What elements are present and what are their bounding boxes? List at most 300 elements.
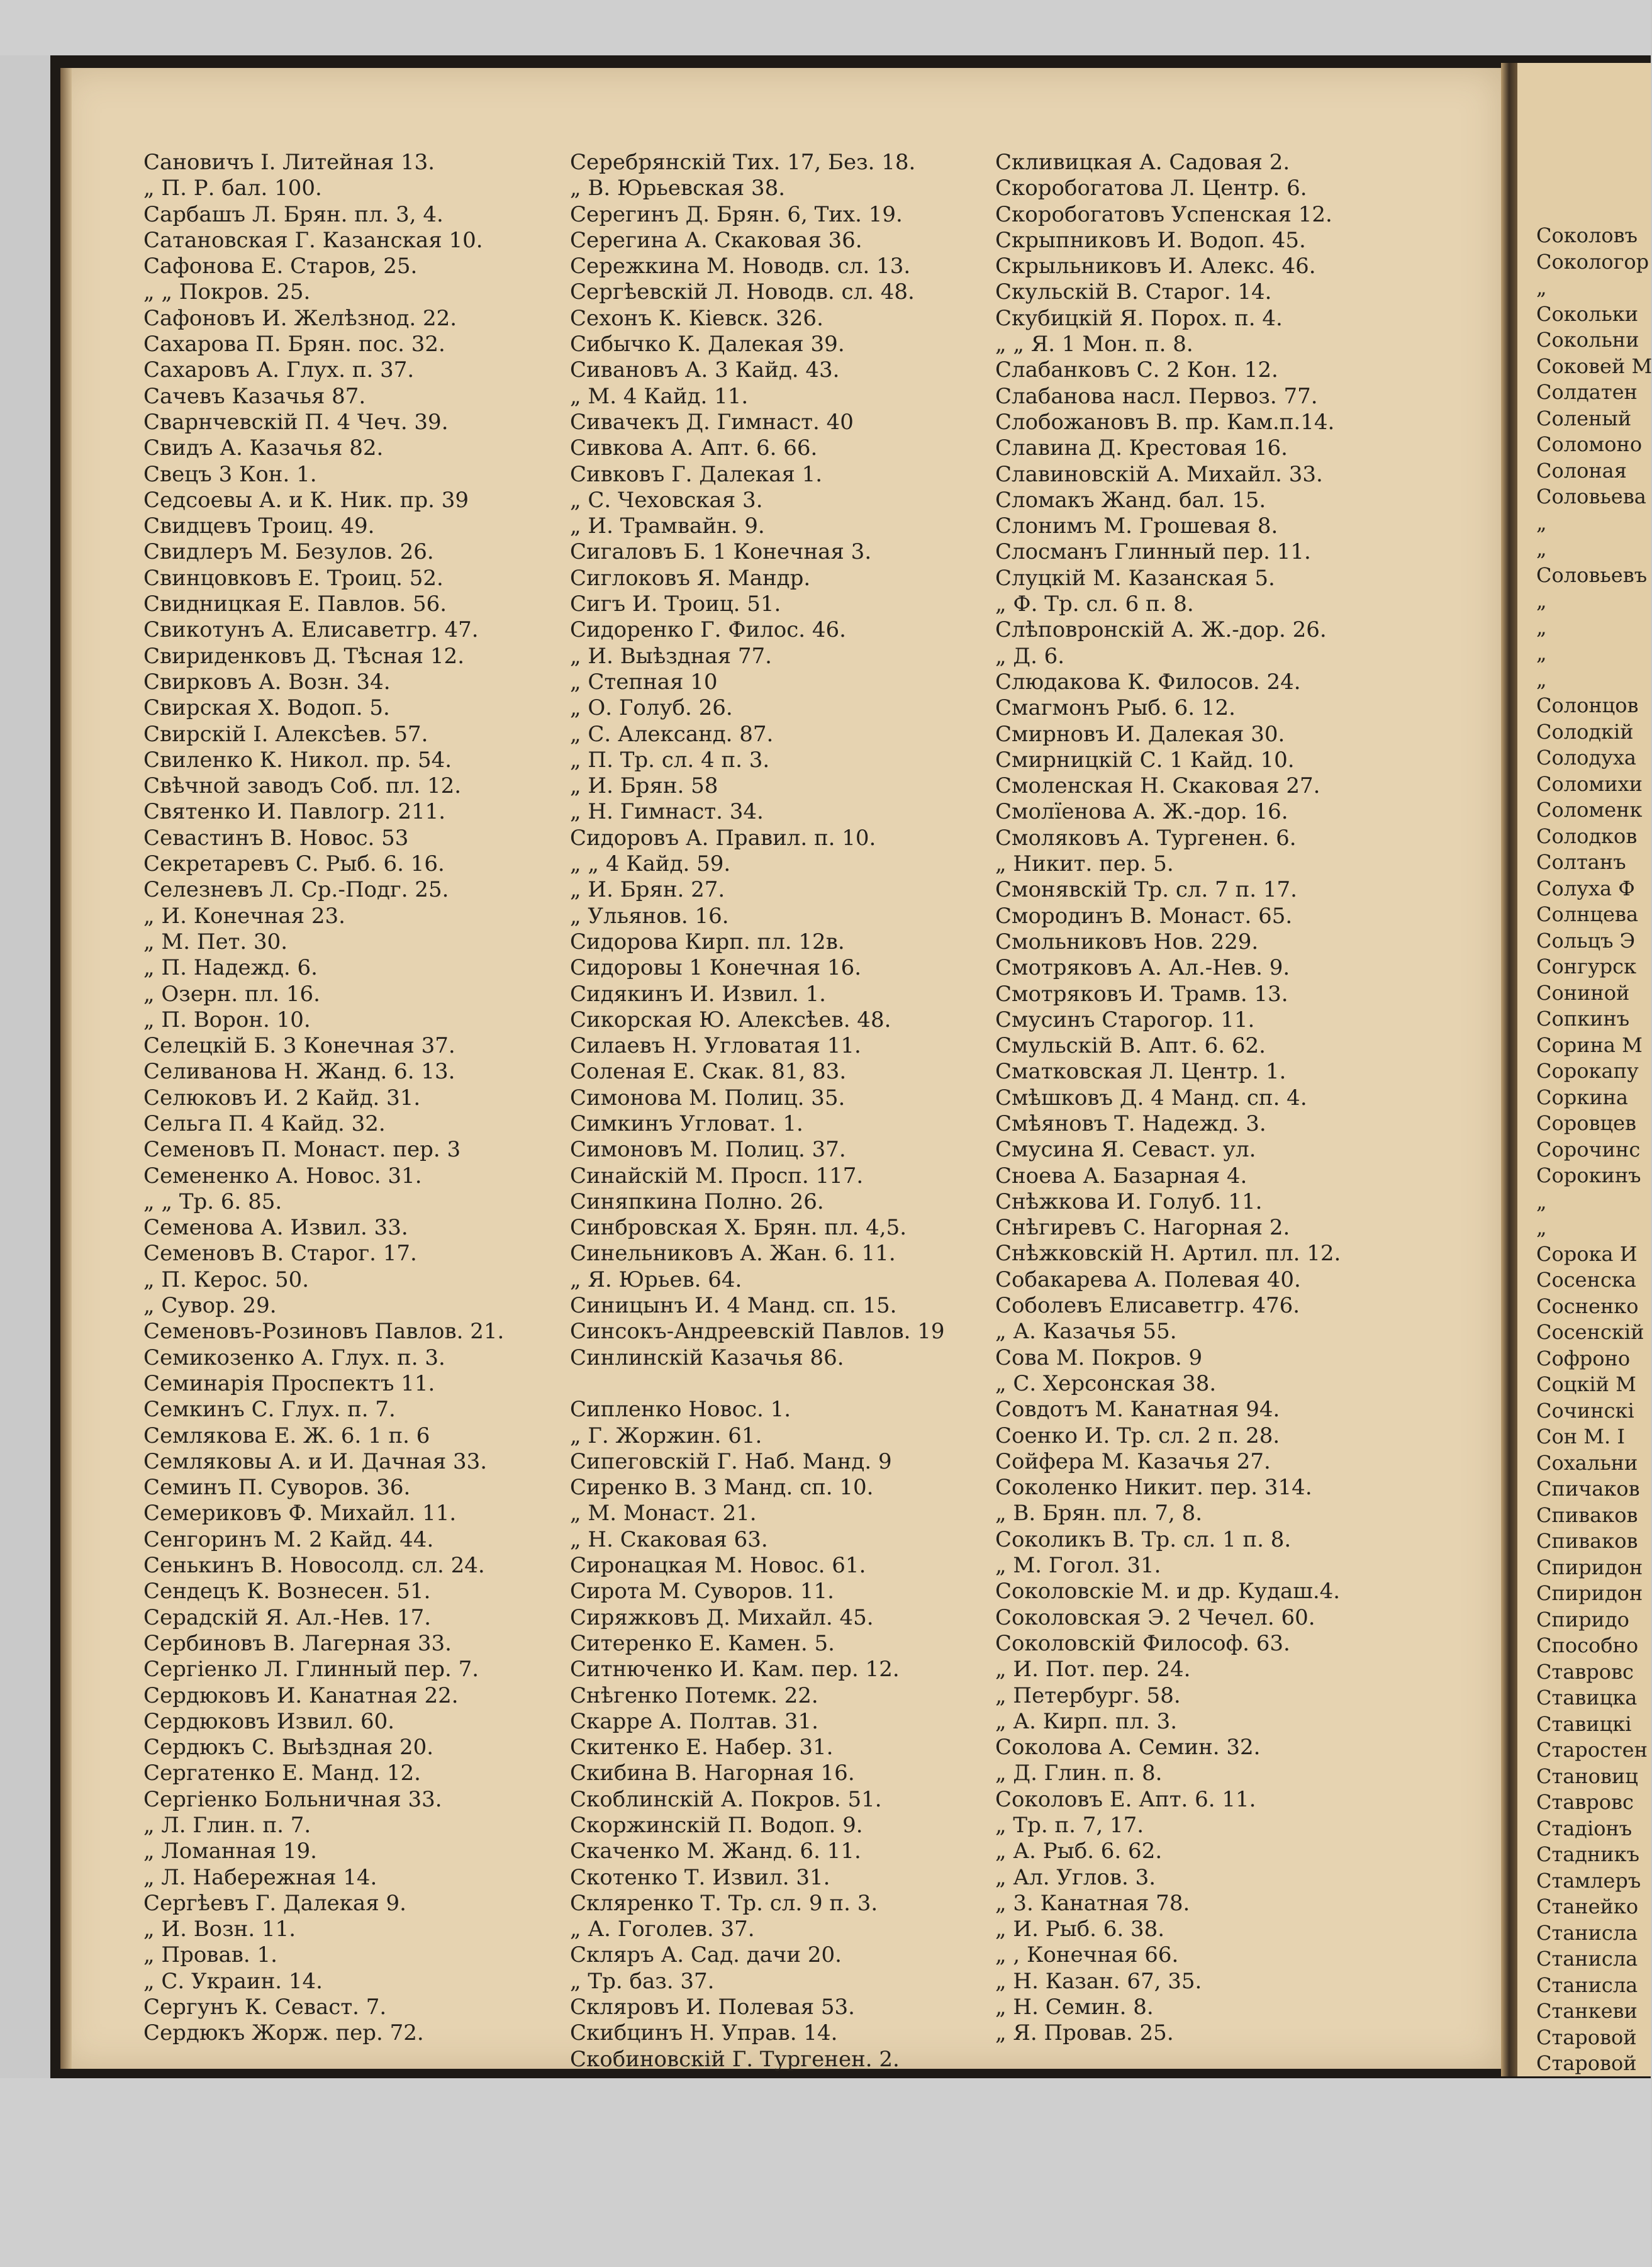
directory-entry: Станкеви <box>1536 1999 1638 2023</box>
directory-entry: Старостен <box>1536 1738 1648 1762</box>
directory-entry: Свецъ 3 Кон. 1. <box>143 461 317 487</box>
directory-entry: Синицынъ И. 4 Манд. сп. 15. <box>570 1293 897 1319</box>
directory-entry: Старовой <box>1536 2051 1637 2075</box>
directory-entry: Семеновъ-Розиновъ Павлов. 21. <box>143 1319 505 1345</box>
directory-entry: Сосенска <box>1536 1268 1636 1292</box>
directory-entry: „ М. 4 Кайд. 11. <box>570 383 749 409</box>
directory-entry: Слюдакова К. Филосов. 24. <box>995 669 1301 695</box>
directory-entry: „ И. Выѣздная 77. <box>570 643 772 669</box>
directory-entry: Сорина М <box>1536 1033 1643 1057</box>
directory-entry: „ <box>1536 276 1547 299</box>
directory-entry: Семенова А. Извил. 33. <box>143 1215 408 1241</box>
directory-entry: Скляровъ И. Полевая 53. <box>570 1995 855 2020</box>
directory-entry <box>570 1371 945 1397</box>
directory-entry: Снѣжковскій Н. Артил. пл. 12. <box>995 1241 1341 1267</box>
directory-entry: Спиваков <box>1536 1529 1638 1553</box>
directory-entry: Сикорская Ю. Алексѣев. 48. <box>570 1007 891 1033</box>
directory-entry: Стамлеръ <box>1536 1868 1641 1893</box>
directory-entry: „ М. Пет. 30. <box>143 929 288 954</box>
directory-entry: Сивковъ Г. Далекая 1. <box>570 461 823 487</box>
directory-entry: Сахаровъ А. Глух. п. 37. <box>143 357 415 383</box>
directory-entry: Сарбашъ Л. Брян. пл. 3, 4. <box>143 201 444 227</box>
directory-entry: Сидоровы 1 Конечная 16. <box>570 955 862 981</box>
directory-entry: Слобожановъ В. пр. Кам.п.14. <box>995 409 1335 435</box>
directory-entry: Сорокапу <box>1536 1059 1639 1083</box>
directory-entry: Синяпкина Полно. 26. <box>570 1189 824 1214</box>
directory-entry: „ П. Ворон. 10. <box>143 1007 311 1033</box>
directory-entry: Славина Д. Крестовая 16. <box>995 435 1288 461</box>
directory-entry: Семененко А. Новос. 31. <box>143 1163 422 1189</box>
directory-entry: Сонгурск <box>1536 954 1637 978</box>
directory-entry: „ С. Украин. 14. <box>143 1968 323 1994</box>
directory-entry: Свирковъ А. Возн. 34. <box>143 669 391 695</box>
directory-entry: „ 3. Канатная 78. <box>995 1890 1190 1916</box>
directory-entry: „ Д. Глин. п. 8. <box>995 1760 1163 1786</box>
directory-entry: Скобиновскій Г. Тургенен. 2. <box>570 2046 900 2072</box>
directory-entry: Ставровс <box>1536 1659 1634 1684</box>
directory-entry: Солтанъ <box>1536 850 1626 874</box>
directory-entry: Солодуха <box>1536 746 1636 770</box>
directory-entry: Станисла <box>1536 1947 1638 1971</box>
directory-entry: Сорочинс <box>1536 1137 1641 1161</box>
directory-entry: „ „ 4 Кайд. 59. <box>570 851 731 877</box>
directory-entry: „ В. Брян. пл. 7, 8. <box>995 1501 1203 1526</box>
directory-entry: Серегинъ Д. Брян. 6, Тих. 19. <box>570 201 903 227</box>
directory-entry: „ И. Трамвайн. 9. <box>570 513 765 539</box>
directory-entry: Сосенскій <box>1536 1320 1644 1344</box>
directory-entry: Соколовскій Философ. 63. <box>995 1630 1290 1656</box>
directory-entry: Стадіонъ <box>1536 1816 1632 1840</box>
directory-entry: Ставицка <box>1536 1686 1638 1710</box>
directory-entry: Скоробогатовъ Успенская 12. <box>995 201 1332 227</box>
directory-entry: Синсокъ-Андреевскій Павлов. 19 <box>570 1319 945 1345</box>
directory-entry: „ И. Брян. 27. <box>570 877 725 903</box>
directory-entry: Сольцъ Э <box>1536 928 1636 953</box>
directory-entry: Симонова М. Полиц. 35. <box>570 1085 846 1111</box>
directory-entry: Сорокинъ <box>1536 1163 1641 1187</box>
directory-entry: Сехонъ К. Кіевск. 326. <box>570 305 823 331</box>
directory-entry: „ <box>1536 667 1547 691</box>
directory-column-2 <box>570 150 945 2073</box>
directory-entry: Серадскій Я. Ал.-Нев. 17. <box>143 1604 432 1630</box>
directory-entry: Соколовъ <box>1536 223 1638 247</box>
directory-entry: Солдатен <box>1536 380 1638 404</box>
directory-entry: „ <box>1536 641 1547 665</box>
directory-entry: Семеновъ В. Старог. 17. <box>143 1241 417 1267</box>
directory-entry: Сердюкъ С. Выѣздная 20. <box>143 1735 434 1760</box>
directory-entry: Сокольки <box>1536 301 1639 326</box>
directory-entry: „ О. Голуб. 26. <box>570 695 733 721</box>
directory-entry: Собакарева А. Полевая 40. <box>995 1267 1301 1292</box>
directory-entry: Солоная <box>1536 458 1627 483</box>
directory-entry: „ С. Александ. 87. <box>570 721 774 747</box>
directory-entry: Сматковская Л. Центр. 1. <box>995 1059 1286 1085</box>
directory-entry: Свидцевъ Троиц. 49. <box>143 513 375 539</box>
directory-entry: Слонимъ М. Грошевая 8. <box>995 513 1278 539</box>
directory-entry: Ситеренко Е. Камен. 5. <box>570 1630 835 1656</box>
directory-entry: „ Сувор. 29. <box>143 1293 277 1319</box>
directory-entry: Славиновскій А. Михайл. 33. <box>995 461 1323 487</box>
directory-entry: „ Л. Глин. п. 7. <box>143 1813 311 1838</box>
directory-entry: Соколова А. Семин. 32. <box>995 1735 1261 1760</box>
directory-entry: Сигъ И. Троиц. 51. <box>570 591 781 617</box>
directory-entry: Семляковы А. и И. Дачная 33. <box>143 1448 488 1474</box>
directory-entry: „ <box>1536 1189 1547 1214</box>
directory-entry: „ И. Возн. 11. <box>143 1917 296 1942</box>
directory-entry: Скарре А. Полтав. 31. <box>570 1708 818 1734</box>
directory-entry: Сокологор <box>1536 249 1649 274</box>
directory-entry: Соколовская Э. 2 Чечел. 60. <box>995 1604 1315 1630</box>
directory-entry: Сафоновъ И. Желѣзнод. 22. <box>143 305 457 331</box>
directory-entry: Снѣгиревъ С. Нагорная 2. <box>995 1215 1290 1241</box>
directory-entry: „ А. Казачья 55. <box>995 1319 1177 1345</box>
directory-entry: Способно <box>1536 1633 1639 1657</box>
directory-entry: Севастинъ В. Новос. 53 <box>143 825 409 851</box>
directory-entry: Симкинъ Угловат. 1. <box>570 1111 803 1136</box>
directory-entry: „ Ульянов. 16. <box>570 903 729 929</box>
directory-entry: Смѣшковъ Д. 4 Манд. сп. 4. <box>995 1085 1307 1111</box>
directory-entry: Сельга П. 4 Кайд. 32. <box>143 1111 386 1136</box>
directory-entry: Станейко <box>1536 1895 1639 1918</box>
directory-entry: Сидорова Кирп. пл. 12в. <box>570 929 845 954</box>
directory-entry: Скляръ А. Сад. дачи 20. <box>570 1942 842 1968</box>
directory-entry: Станисла <box>1536 1920 1638 1945</box>
directory-entry: Солонцов <box>1536 693 1639 717</box>
directory-entry: „ П. Р. бал. 100. <box>143 176 322 201</box>
directory-entry: „ Н. Гимнаст. 34. <box>570 799 764 825</box>
directory-entry: Сенгоринъ М. 2 Кайд. 44. <box>143 1526 434 1552</box>
directory-entry: Сердюкъ Жорж. пер. 72. <box>143 2020 424 2046</box>
directory-entry: Силаевъ Н. Угловатая 11. <box>570 1033 861 1059</box>
directory-entry: „ В. Юрьевская 38. <box>570 176 786 201</box>
directory-entry: Сивкова А. Апт. 6. 66. <box>570 435 818 461</box>
directory-entry: „ С. Херсонская 38. <box>995 1370 1217 1396</box>
directory-entry: Скоробогатова Л. Центр. 6. <box>995 176 1307 201</box>
directory-entry: Соколикъ В. Тр. сл. 1 п. 8. <box>995 1526 1292 1552</box>
directory-entry: Соловьева <box>1536 484 1646 508</box>
directory-entry: Соломоно <box>1536 432 1643 456</box>
directory-entry: „ И. Пот. пер. 24. <box>995 1657 1191 1682</box>
directory-entry: Синайскій М. Просп. 117. <box>570 1163 864 1189</box>
directory-entry: „ <box>1536 537 1547 561</box>
directory-entry: Сергіенко Л. Глинный пер. 7. <box>143 1657 479 1682</box>
book-page-right-partial <box>1517 63 1651 2076</box>
directory-entry: Соровцев <box>1536 1111 1637 1135</box>
directory-entry: Совдотъ М. Канатная 94. <box>995 1397 1280 1423</box>
directory-entry: „ Г. Жоржин. 61. <box>570 1423 762 1448</box>
directory-entry: Слѣповронскій А. Ж.-дор. 26. <box>995 617 1327 643</box>
directory-entry: „ И. Конечная 23. <box>143 903 345 929</box>
directory-entry: „ П. Тр. сл. 4 п. 3. <box>570 747 770 773</box>
directory-entry: „ А. Гоголев. 37. <box>570 1917 755 1942</box>
directory-entry: Соленая Е. Скак. 81, 83. <box>570 1059 847 1085</box>
directory-entry: Скитенко Е. Набер. 31. <box>570 1735 834 1760</box>
directory-entry: Сокольни <box>1536 328 1639 352</box>
directory-entry: „ „ Тр. 6. 85. <box>143 1189 282 1214</box>
directory-entry: Свикотунъ А. Елисаветгр. 47. <box>143 617 479 643</box>
directory-entry: Смородинъ В. Монаст. 65. <box>995 903 1293 929</box>
directory-entry: Соркина <box>1536 1085 1628 1109</box>
directory-entry: Серебрянскій Тих. 17, Без. 18. <box>570 150 916 175</box>
directory-entry: Соломенк <box>1536 798 1643 822</box>
directory-entry: Свидъ А. Казачья 82. <box>143 435 384 461</box>
directory-entry: Сорока И <box>1536 1241 1638 1266</box>
directory-entry: Смагмонъ Рыб. 6. 12. <box>995 695 1236 721</box>
directory-entry: Сова М. Покров. 9 <box>995 1345 1203 1370</box>
directory-entry: „ <box>1536 1216 1547 1240</box>
directory-entry: Семеновъ П. Монаст. пер. 3 <box>143 1137 461 1163</box>
directory-entry: Скибцинъ Н. Управ. 14. <box>570 2020 838 2046</box>
directory-entry: Соковей М <box>1536 354 1652 378</box>
directory-entry: Серегина А. Скаковая 36. <box>570 227 862 253</box>
directory-entry: Сигаловъ Б. 1 Конечная 3. <box>570 539 872 565</box>
directory-entry: Снѣжкова И. Голуб. 11. <box>995 1189 1263 1214</box>
directory-entry: Смольниковъ Нов. 229. <box>995 929 1259 954</box>
directory-entry: Селюковъ И. 2 Кайд. 31. <box>143 1085 421 1111</box>
directory-entry: Сивановъ А. 3 Кайд. 43. <box>570 357 840 383</box>
directory-entry: Селиванова Н. Жанд. 6. 13. <box>143 1059 455 1085</box>
directory-entry: Сердюковъ И. Канатная 22. <box>143 1682 459 1708</box>
directory-entry: Сендецъ К. Вознесен. 51. <box>143 1579 431 1604</box>
directory-entry: Скоржинскій П. Водоп. 9. <box>570 1813 863 1838</box>
directory-entry: Сачевъ Казачья 87. <box>143 383 366 409</box>
directory-entry: Святенко И. Павлогр. 211. <box>143 799 446 825</box>
directory-entry: Сердюковъ Извил. 60. <box>143 1708 395 1734</box>
directory-entry: Скоблинскій А. Покров. 51. <box>570 1786 882 1812</box>
directory-entry: Сатановская Г. Казанская 10. <box>143 227 483 253</box>
directory-entry: Симоновъ М. Полиц. 37. <box>570 1137 846 1163</box>
directory-entry: „ И. Рыб. 6. 38. <box>995 1917 1165 1942</box>
directory-entry: „ „ Покров. 25. <box>143 279 311 305</box>
directory-entry: „ Ф. Тр. сл. 6 п. 8. <box>995 591 1194 617</box>
directory-entry: Смусинъ Старогор. 11. <box>995 1007 1255 1033</box>
directory-entry: Свиленко К. Никол. пр. 54. <box>143 747 452 773</box>
directory-entry: „ Ал. Углов. 3. <box>995 1864 1156 1890</box>
directory-entry: „ „ Я. 1 Мон. п. 8. <box>995 332 1193 357</box>
directory-entry: Сойфера М. Казачья 27. <box>995 1448 1271 1474</box>
directory-entry: Сербиновъ В. Лагерная 33. <box>143 1630 452 1656</box>
directory-entry: Сиглоковъ Я. Мандр. <box>570 565 811 591</box>
directory-entry: „ Ломанная 19. <box>143 1839 317 1864</box>
directory-entry: „ Петербург. 58. <box>995 1682 1181 1708</box>
directory-entry: Синбровская Х. Брян. пл. 4,5. <box>570 1215 907 1241</box>
directory-entry: „ <box>1536 589 1547 613</box>
directory-entry: „ <box>1536 510 1547 535</box>
directory-entry: Соенко И. Тр. сл. 2 п. 28. <box>995 1423 1280 1448</box>
directory-entry: Седсоевы А. и К. Ник. пр. 39 <box>143 487 469 513</box>
directory-entry: Смонявскій Тр. сл. 7 п. 17. <box>995 877 1297 903</box>
directory-entry: Селезневъ Л. Ср.-Подг. 25. <box>143 877 449 903</box>
directory-entry: Слабанова насл. Первоз. 77. <box>995 383 1318 409</box>
directory-entry: „ Тр. п. 7, 17. <box>995 1813 1144 1838</box>
directory-entry: Соколенко Никит. пер. 314. <box>995 1475 1312 1501</box>
directory-entry: Скрыльниковъ И. Алекс. 46. <box>995 254 1316 279</box>
directory-entry: Скляренко Т. Тр. сл. 9 п. 3. <box>570 1890 878 1916</box>
directory-entry: Сиренко В. 3 Манд. сп. 10. <box>570 1475 874 1501</box>
directory-entry: Смоленская Н. Скаковая 27. <box>995 773 1320 799</box>
directory-entry: Свириденковъ Д. Тѣсная 12. <box>143 643 464 669</box>
directory-entry: Сергунъ К. Севаст. 7. <box>143 1995 387 2020</box>
directory-entry: Селецкій Б. 3 Конечная 37. <box>143 1033 455 1059</box>
directory-entry: Сановичъ І. Литейная 13. <box>143 150 435 175</box>
directory-entry: „ А. Рыб. 6. 62. <box>995 1839 1163 1864</box>
directory-entry: Соколовъ Е. Апт. 6. 11. <box>995 1786 1256 1812</box>
directory-entry: „ М. Монаст. 21. <box>570 1501 757 1526</box>
directory-entry: Смотряковъ И. Трамв. 13. <box>995 981 1288 1007</box>
directory-entry: Сидоровъ А. Правил. п. 10. <box>570 825 876 851</box>
directory-entry: Сиронацкая М. Новос. 61. <box>570 1553 866 1579</box>
directory-entry: Сипеговскій Г. Наб. Манд. 9 <box>570 1448 892 1474</box>
scanner-top-margin <box>0 0 1651 55</box>
directory-entry: Сломакъ Жанд. бал. 15. <box>995 487 1266 513</box>
directory-entry: Ситнюченко И. Кам. пер. 12. <box>570 1657 900 1682</box>
directory-entry: Сиряжковъ Д. Михайл. 45. <box>570 1604 874 1630</box>
directory-entry: Сохальни <box>1536 1450 1638 1475</box>
directory-entry: Соловьевъ <box>1536 563 1648 587</box>
directory-entry: „ , Конечная 66. <box>995 1942 1179 1968</box>
directory-entry: Сирота М. Суворов. 11. <box>570 1579 834 1604</box>
directory-entry: Семкинъ С. Глух. п. 7. <box>143 1397 396 1423</box>
directory-entry: Скотенко Т. Извил. 31. <box>570 1864 830 1890</box>
directory-entry: „ П. Надежд. 6. <box>143 955 318 981</box>
directory-entry: Сочинскі <box>1536 1398 1634 1423</box>
directory-entry: Солуха Ф <box>1536 876 1635 900</box>
directory-entry: Свидницкая Е. Павлов. 56. <box>143 591 447 617</box>
directory-entry: Сноева А. Базарная 4. <box>995 1163 1247 1189</box>
directory-entry: Семлякова Е. Ж. 6. 1 п. 6 <box>143 1423 430 1448</box>
directory-entry: Смотряковъ А. Ал.-Нев. 9. <box>995 955 1290 981</box>
directory-entry: Свидлеръ М. Безулов. 26. <box>143 539 434 565</box>
directory-entry: Соболевъ Елисаветгр. 476. <box>995 1293 1300 1319</box>
directory-column-1 <box>143 150 504 2047</box>
directory-entry: Старовой <box>1536 2025 1637 2049</box>
directory-entry: Смирницкій С. 1 Кайд. 10. <box>995 747 1295 773</box>
directory-entry: Соколовскіе М. и др. Кудаш.4. <box>995 1579 1341 1604</box>
directory-entry: Сварнчевскій П. 4 Чеч. 39. <box>143 409 449 435</box>
directory-entry: Станисла <box>1536 1973 1638 1997</box>
directory-entry: Соленый <box>1536 406 1632 430</box>
directory-entry: Ставицкі <box>1536 1711 1632 1736</box>
directory-entry: Семинарія Проспектъ 11. <box>143 1370 435 1396</box>
directory-entry: Спичаков <box>1536 1477 1640 1501</box>
page-edge-shadow <box>60 68 72 2069</box>
directory-entry: Смирновъ И. Далекая 30. <box>995 721 1285 747</box>
directory-entry: „ И. Брян. 58 <box>570 773 718 799</box>
directory-entry: „ Степная 10 <box>570 669 718 695</box>
directory-entry: Спиридон <box>1536 1581 1643 1605</box>
directory-entry: Смолїенова А. Ж.-дор. 16. <box>995 799 1288 825</box>
directory-entry: Сергѣевъ Г. Далекая 9. <box>143 1890 406 1916</box>
directory-entry: „ Л. Набережная 14. <box>143 1864 377 1890</box>
directory-entry: Солодков <box>1536 824 1638 848</box>
directory-entry: Свинцовковъ Е. Троиц. 52. <box>143 565 444 591</box>
directory-entry: Скрыпниковъ И. Водоп. 45. <box>995 227 1306 253</box>
directory-entry: Снѣгенко Потемк. 22. <box>570 1682 818 1708</box>
directory-entry: „ Никит. пер. 5. <box>995 851 1174 877</box>
scanner-bottom-margin <box>0 2078 1651 2267</box>
directory-entry: Ставровс <box>1536 1790 1634 1814</box>
directory-entry: „ Н. Семин. 8. <box>995 1995 1154 2020</box>
directory-column-4 <box>1536 223 1652 2129</box>
directory-entry: Секретаревъ С. Рыб. 6. 16. <box>143 851 445 877</box>
directory-entry: Сидякинъ И. Извил. 1. <box>570 981 826 1007</box>
directory-entry: Сергѣевскій Л. Новодв. сл. 48. <box>570 279 915 305</box>
directory-entry: Солодкій <box>1536 719 1634 744</box>
directory-entry: Свѣчной заводъ Соб. пл. 12. <box>143 773 462 799</box>
directory-entry: Спиридо <box>1536 1607 1629 1632</box>
directory-entry: Спиваков <box>1536 1503 1638 1527</box>
directory-column-3 <box>995 150 1341 2047</box>
directory-entry: Становиц <box>1536 1764 1638 1788</box>
directory-entry: Сон М. І <box>1536 1425 1625 1448</box>
directory-entry: Семинъ П. Суворов. 36. <box>143 1475 411 1501</box>
directory-entry: Соцкій М <box>1536 1372 1636 1396</box>
directory-entry: Скульскій В. Старог. 14. <box>995 279 1272 305</box>
directory-entry: Спиридон <box>1536 1555 1643 1579</box>
directory-entry: „ Озерн. пл. 16. <box>143 981 320 1007</box>
directory-entry: Сосненко <box>1536 1294 1639 1318</box>
directory-entry: Сережкина М. Новодв. сл. 13. <box>570 254 911 279</box>
directory-entry: „ Д. 6. <box>995 643 1065 669</box>
directory-entry: Синлинскій Казачья 86. <box>570 1345 844 1370</box>
directory-entry: „ Я. Провав. 25. <box>995 2020 1174 2046</box>
book-gutter <box>1501 63 1517 2076</box>
directory-entry: Сивачекъ Д. Гимнаст. 40 <box>570 409 854 435</box>
directory-entry: Стадникъ <box>1536 1842 1639 1866</box>
directory-entry: Сипленко Новос. 1. <box>570 1397 791 1423</box>
directory-entry: Сафонова Е. Старов, 25. <box>143 254 418 279</box>
directory-entry: Сибычко К. Далекая 39. <box>570 332 845 357</box>
directory-entry: Синельниковъ А. Жан. 6. 11. <box>570 1241 896 1267</box>
directory-entry: Смульскій В. Апт. 6. 62. <box>995 1033 1266 1059</box>
directory-entry: „ А. Кирп. пл. 3. <box>995 1708 1178 1734</box>
directory-entry: Сидоренко Г. Филос. 46. <box>570 617 846 643</box>
directory-entry: „ Н. Казан. 67, 35. <box>995 1968 1202 1994</box>
directory-entry: „ М. Гогол. 31. <box>995 1553 1161 1579</box>
directory-entry: Соломихи <box>1536 771 1643 796</box>
directory-entry: Скубицкій Я. Порох. п. 4. <box>995 305 1283 331</box>
directory-entry: Сергатенко Е. Манд. 12. <box>143 1760 421 1786</box>
directory-entry: Слабанковъ С. 2 Кон. 12. <box>995 357 1278 383</box>
directory-entry: Слуцкій М. Казанская 5. <box>995 565 1275 591</box>
directory-entry: Скаченко М. Жанд. 6. 11. <box>570 1839 861 1864</box>
directory-entry: Смѣяновъ Т. Надежд. 3. <box>995 1111 1266 1136</box>
directory-entry: Скливицкая А. Садовая 2. <box>995 150 1290 175</box>
directory-entry: Сахарова П. Брян. пос. 32. <box>143 332 445 357</box>
directory-entry: Слосманъ Глинный пер. 11. <box>995 539 1311 565</box>
directory-entry: „ Провав. 1. <box>143 1942 277 1968</box>
directory-entry: Семериковъ Ф. Михайл. 11. <box>143 1501 457 1526</box>
directory-entry: „ С. Чеховская 3. <box>570 487 763 513</box>
directory-entry: Смусина Я. Севаст. ул. <box>995 1137 1256 1163</box>
directory-entry: Сенькинъ В. Новосолд. сл. 24. <box>143 1553 485 1579</box>
directory-entry: Смоляковъ А. Тургенен. 6. <box>995 825 1297 851</box>
directory-entry: Скибина В. Нагорная 16. <box>570 1760 855 1786</box>
directory-entry: „ П. Керос. 50. <box>143 1267 310 1292</box>
directory-entry: Сопкинъ <box>1536 1007 1630 1031</box>
directory-entry: Свирская Х. Водоп. 5. <box>143 695 390 721</box>
directory-entry: Семикозенко А. Глух. п. 3. <box>143 1345 445 1370</box>
directory-entry: „ Н. Скаковая 63. <box>570 1526 768 1552</box>
directory-entry: Сергіенко Больничная 33. <box>143 1786 442 1812</box>
directory-entry: „ <box>1536 615 1547 639</box>
directory-entry: Сониной <box>1536 980 1630 1005</box>
directory-entry: Солнцева <box>1536 902 1639 926</box>
directory-entry: „ Тр. баз. 37. <box>570 1968 715 1994</box>
directory-entry: „ Я. Юрьев. 64. <box>570 1267 742 1292</box>
directory-entry: Свирскій І. Алексѣев. 57. <box>143 721 428 747</box>
directory-entry: Софроно <box>1536 1346 1631 1370</box>
